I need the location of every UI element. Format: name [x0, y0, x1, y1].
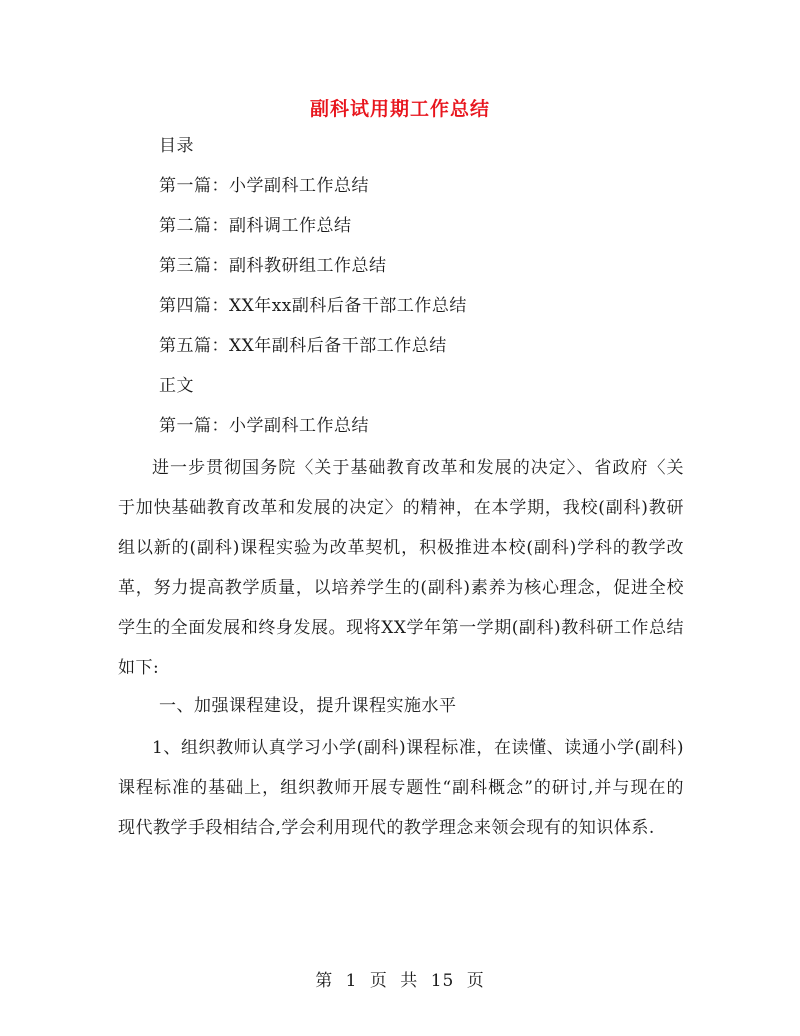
- toc-item-2: 第二篇：副科调工作总结: [159, 216, 352, 236]
- document-title: 副科试用期工作总结: [309, 98, 490, 120]
- section-title: 第一篇：小学副科工作总结: [159, 416, 369, 436]
- footer-suffix: 页: [466, 971, 485, 991]
- toc-item-3: 第三篇：副科教研组工作总结: [159, 256, 387, 276]
- footer-current-page: 1: [345, 971, 358, 991]
- paragraph-item-1: 1、组织教师认真学习小学(副科)课程标准，在读懂、读通小学(副科)课程标准的基础上，组织教师开展专题性“副科概念”的研讨,并与现在的现代教学手段相结合,学会利用现代的教学理念来领会现有的知识体系.: [118, 738, 684, 838]
- footer-total-pages: 15: [430, 971, 455, 991]
- footer-prefix: 第: [315, 971, 334, 991]
- footer-page-label: 页: [369, 971, 388, 991]
- toc-item-5: 第五篇：XX年副科后备干部工作总结: [159, 336, 447, 356]
- body-heading: 正文: [159, 376, 194, 396]
- toc-heading: 目录: [159, 136, 194, 156]
- subsection-heading: 一、加强课程建设，提升课程实施水平: [159, 696, 457, 716]
- page-footer: [0, 966, 800, 991]
- toc-item-1: 第一篇：小学副科工作总结: [159, 176, 369, 196]
- paragraph-intro: 进一步贯彻国务院〈关于基础教育改革和发展的决定〉、省政府〈关于加快基础教育改革和发展的决定〉的精神，在本学期，我校(副科)教研组以新的(副科)课程实验为改革契机，积极推进本校(副科)学科的教学改革，努力提高教学质量，以培养学生的(副科)素养为核心理念，促进全校学生的全面发展和终身发展。现将XX学年第一学期(副科)教科研工作总结如下:: [118, 458, 684, 678]
- footer-total-label: 共: [400, 971, 419, 991]
- toc-item-4: 第四篇：XX年xx副科后备干部工作总结: [159, 296, 467, 316]
